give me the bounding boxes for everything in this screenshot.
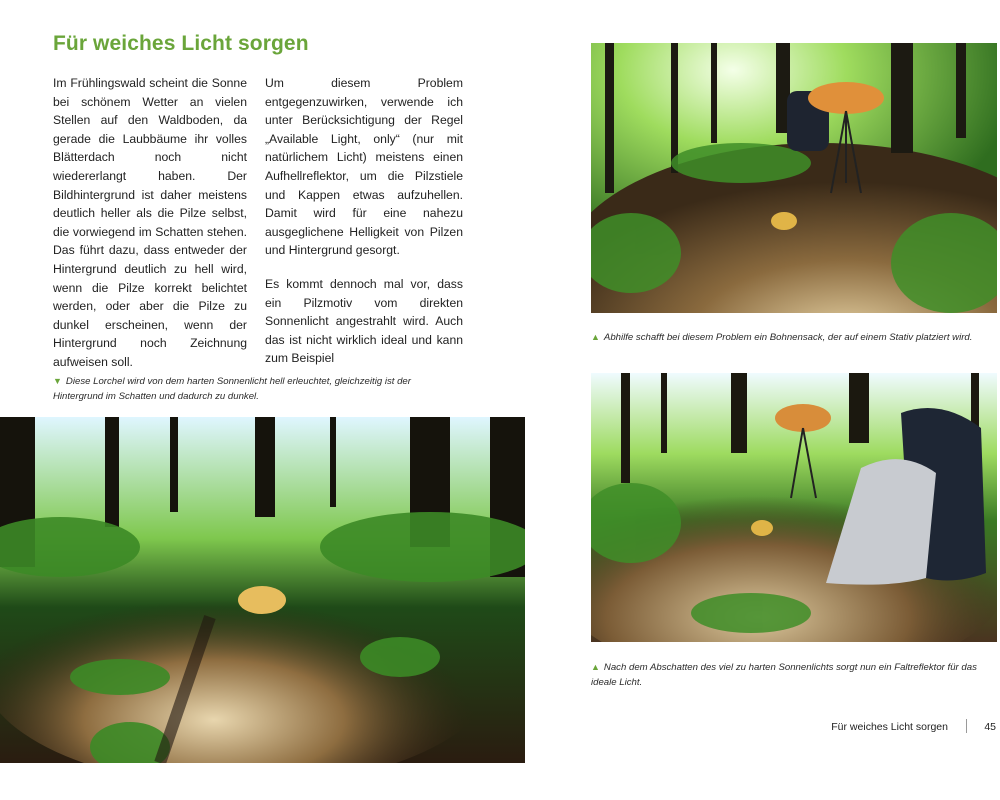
paragraph: Es kommt dennoch mal vor, dass ein Pilzmotiv vom direkten Sonnenlicht angestrahlt wird. Auch das ist nicht wirklich ideal und kann zum Beispiel: [265, 276, 463, 366]
caption-text: Nach dem Abschatten des viel zu harten Sonnenlichts sorgt nun ein Faltreflektor für das ideale Licht.: [591, 662, 977, 688]
photo-faltreflektor: [591, 373, 997, 642]
footer-divider: [966, 719, 967, 733]
page-number: 45: [984, 721, 996, 733]
caption-top-right: [591, 330, 991, 345]
paragraph: Um diesem Problem entgegenzuwirken, verwende ich unter Berücksichtigung der Regel „Available Light, only“ (nur mit natürlichem Licht) meistens einen Aufhellreflektor, um die Pilzstiele und Kappen etwas aufzuhellen. Damit wird für eine nahezu ausgeglichene Helligkeit von Pilzen und Hintergrund gesorgt.: [265, 76, 463, 258]
text-column-right: [265, 74, 463, 368]
photo-lorchel-harsh-light: [0, 417, 525, 763]
photo-beanbag-tripod: [591, 43, 997, 313]
triangle-down-icon: ▼: [53, 376, 62, 386]
paragraph: Im Frühlingswald scheint die Sonne bei schönem Wetter an vielen Stellen auf den Waldboden, da gerade die Laubbäume ihr volles Blätterdach noch nicht wiedererlangt haben. Der Bildhintergrund ist daher meistens deutlich heller als die Pilze selbst, die vorwiegend im Schatten stehen. Das führt dazu, dass entweder der Hintergrund deutlich zu hell wird, wenn die Pilze korrekt belichtet werden, oder aber die Pilze zu dunkel erscheinen, wenn der Hintergrund noch Zeichnung aufweisen soll.: [53, 76, 247, 369]
caption-text: Abhilfe schafft bei diesem Problem ein Bohnensack, der auf einem Stativ platziert wird.: [603, 332, 973, 343]
triangle-up-icon: ▲: [591, 332, 600, 342]
triangle-up-icon: ▲: [591, 662, 600, 672]
page-heading: Für weiches Licht sorgen: [53, 32, 309, 55]
caption-text: Diese Lorchel wird von dem harten Sonnenlicht hell erleuchtet, gleichzeitig ist der Hintergrund im Schatten und dadurch zu dunkel.: [53, 376, 411, 402]
page-footer: [660, 719, 1000, 739]
caption-bottom-right: [591, 660, 991, 690]
caption-left: [53, 374, 463, 404]
running-footer-title: Für weiches Licht sorgen: [831, 721, 948, 733]
text-column-left: [53, 74, 247, 372]
